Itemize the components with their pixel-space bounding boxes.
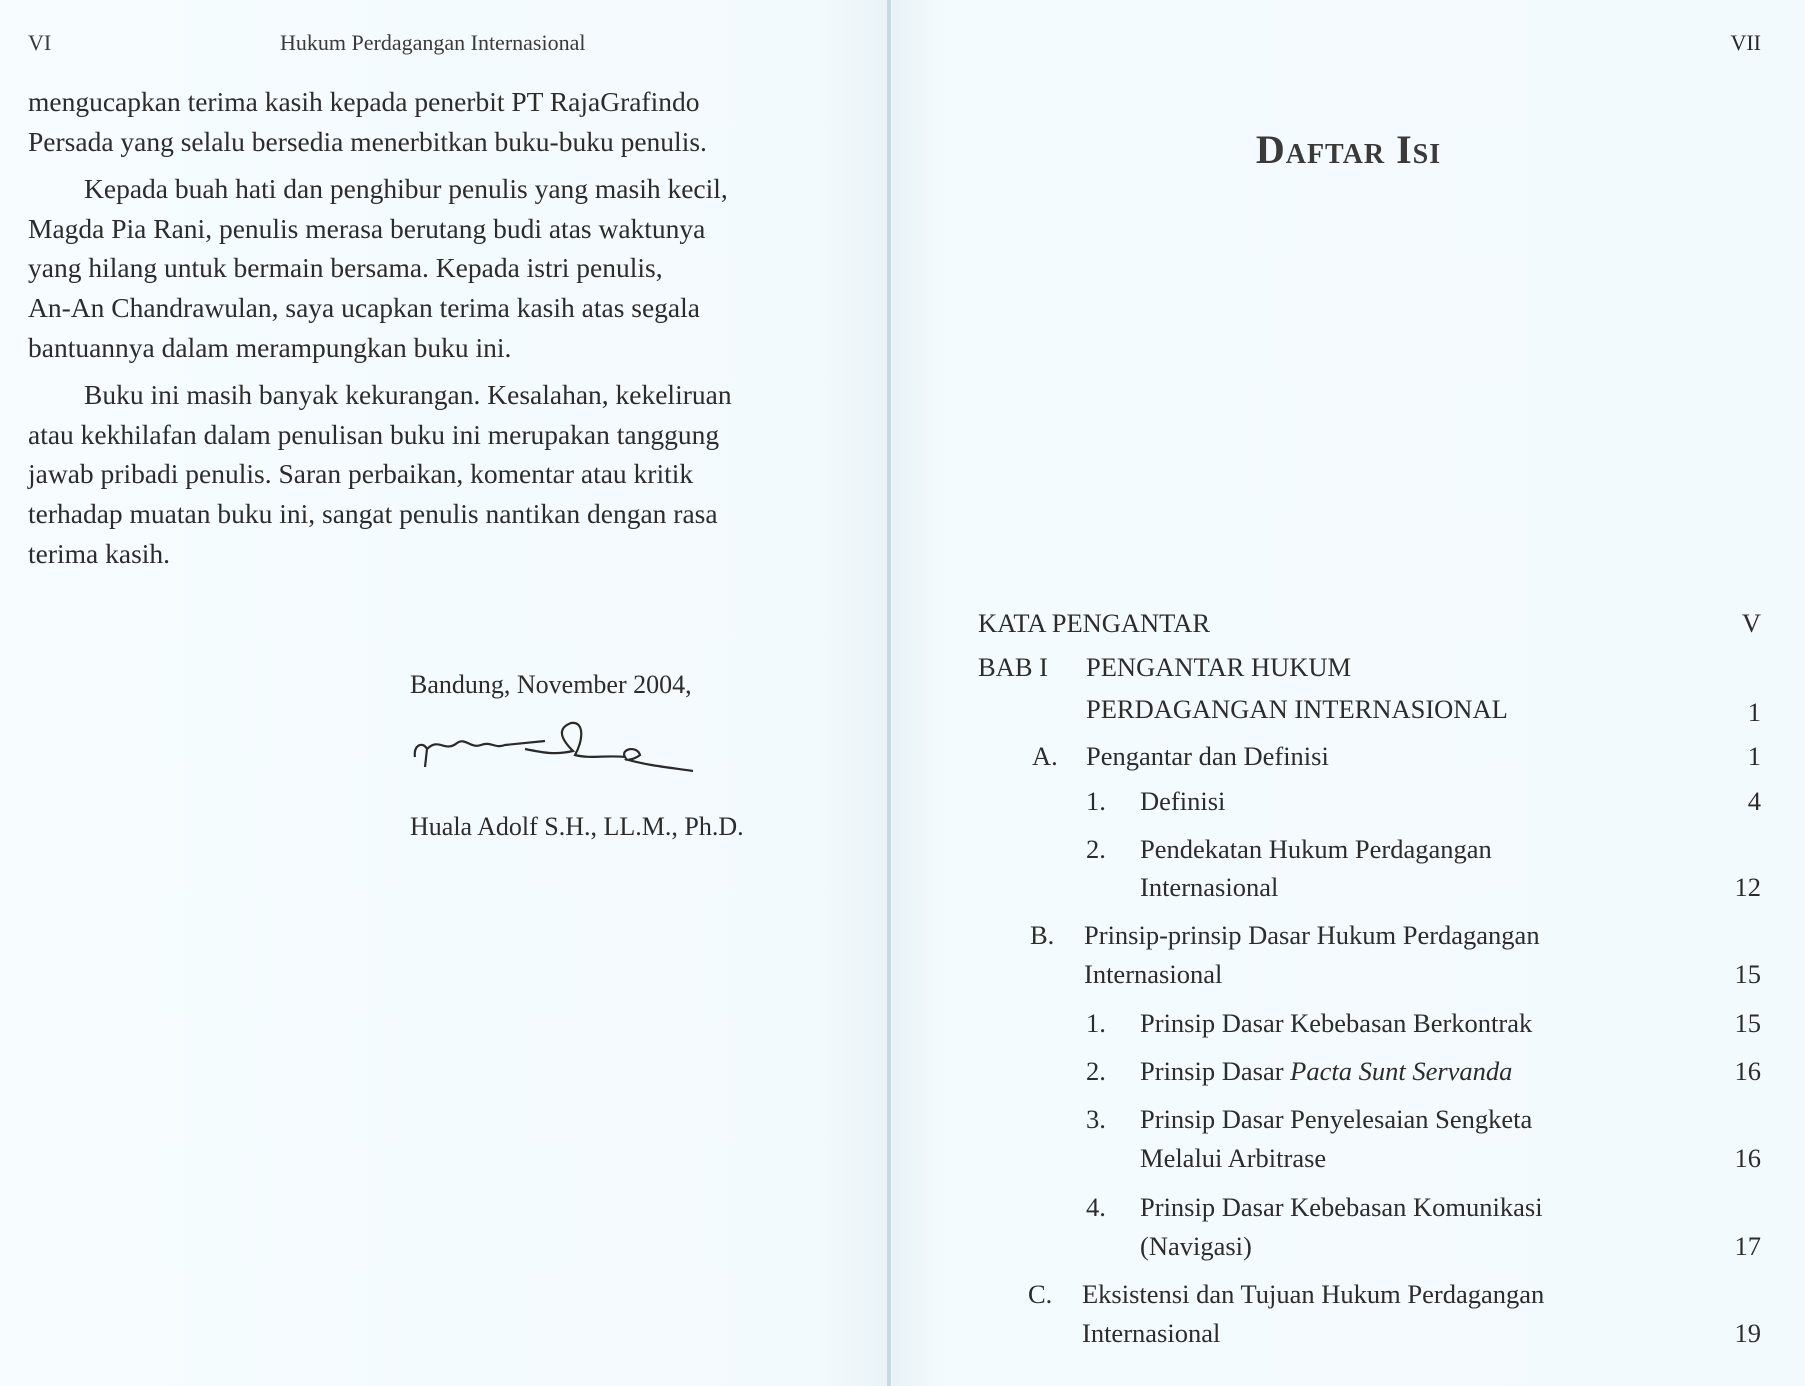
line: mengucapkan terima kasih kepada penerbit PT RajaGrafindo [28, 86, 700, 117]
toc-entry-a[interactable]: Pengantar dan Definisi [1086, 741, 1329, 771]
toc-title: Daftar Isi [1255, 127, 1442, 172]
toc-entry-b[interactable]: Prinsip-prinsip Dasar Hukum Perdagangan [1084, 920, 1540, 950]
paragraph-3 [28, 375, 815, 573]
line: terima kasih. [28, 537, 171, 569]
left-page [0, 0, 889, 1386]
line: Persada yang selalu bersedia menerbitkan buku-buku penulis. [28, 125, 707, 157]
toc-page: 15 [1734, 1008, 1761, 1038]
toc-entry-c[interactable]: Eksistensi dan Tujuan Hukum Perdagangan [1082, 1279, 1545, 1309]
toc-entry-c-cont[interactable]: Internasional [1082, 1318, 1221, 1348]
page-number-left: VI [28, 30, 52, 55]
toc-entry-pendekatan[interactable]: Pendekatan Hukum Perdagangan [1140, 834, 1492, 864]
line: yang hilang untuk bermain bersama. Kepada istri penulis, [28, 252, 663, 284]
toc-entry-penyelesaian-sengketa[interactable]: Prinsip Dasar Penyelesaian Sengketa [1140, 1104, 1533, 1134]
toc-section-letter: C. [1028, 1279, 1053, 1309]
toc-page: 15 [1734, 959, 1761, 989]
toc-page: 12 [1734, 872, 1761, 902]
toc-page: 17 [1734, 1231, 1761, 1261]
toc-entry-kata-pengantar[interactable]: KATA PENGANTAR [978, 608, 1211, 638]
paragraph-2 [28, 169, 815, 367]
toc-page: 4 [1747, 786, 1761, 816]
line: An-An Chandrawulan, saya ucapkan terima kasih atas segala [28, 291, 700, 323]
toc-item-number: 1. [1086, 786, 1106, 816]
toc-entry-bab-1-cont[interactable]: PERDAGANGAN INTERNASIONAL [1086, 694, 1508, 724]
right-page [892, 0, 1805, 1386]
toc-section-letter: B. [1030, 920, 1055, 950]
running-head: Hukum Perdagangan Internasional [280, 30, 586, 55]
toc-entry-penyelesaian-sengketa-cont[interactable]: Melalui Arbitrase [1140, 1143, 1327, 1173]
line: Magda Pia Rani, penulis merasa berutang budi atas waktunya [28, 212, 706, 244]
signature [405, 715, 695, 795]
toc-entry-pendekatan-cont[interactable]: Internasional [1140, 872, 1279, 902]
signatory-name: Huala Adolf S.H., LL.M., Ph.D. [410, 812, 744, 841]
toc-section-letter: A. [1032, 741, 1058, 771]
toc-chapter-label: BAB I [978, 652, 1048, 682]
paragraph-1 [28, 82, 815, 161]
book-gutter [887, 0, 891, 1386]
toc-entry-b-cont[interactable]: Internasional [1084, 959, 1223, 989]
toc-entry-text: Prinsip Dasar [1140, 1056, 1291, 1086]
toc-entry-pacta-sunt-servanda[interactable] [1140, 1056, 1512, 1087]
line: terhadap muatan buku ini, sangat penulis nantikan dengan rasa [28, 497, 718, 529]
toc-entry-definisi[interactable]: Definisi [1140, 786, 1226, 816]
line: Buku ini masih banyak kekurangan. Kesalahan, kekeliruan [84, 379, 732, 411]
toc-entry-kebebasan-berkontrak[interactable]: Prinsip Dasar Kebebasan Berkontrak [1140, 1008, 1533, 1038]
toc-entry-kebebasan-komunikasi[interactable]: Prinsip Dasar Kebebasan Komunikasi [1140, 1192, 1543, 1222]
toc-page: 1 [1747, 741, 1761, 771]
line: atau kekhilafan dalam penulisan buku ini merupakan tanggung [28, 418, 720, 450]
toc-entry-kebebasan-komunikasi-cont[interactable]: (Navigasi) [1140, 1231, 1252, 1261]
line: Kepada buah hati dan penghibur penulis yang masih kecil, [84, 173, 728, 205]
place-date: Bandung, November 2004, [410, 670, 692, 699]
toc-entry-bab-1[interactable]: PENGANTAR HUKUM [1086, 652, 1352, 682]
toc-item-number: 2. [1086, 834, 1106, 864]
toc-entry-italic: Pacta Sunt Servanda [1290, 1056, 1513, 1086]
toc-page: 16 [1734, 1143, 1761, 1173]
toc-page: V [1741, 608, 1761, 638]
toc-item-number: 2. [1086, 1056, 1106, 1086]
toc-item-number: 4. [1086, 1192, 1106, 1222]
line: bantuannya dalam merampungkan buku ini. [28, 331, 512, 363]
toc-page: 19 [1734, 1318, 1761, 1348]
toc-item-number: 1. [1086, 1008, 1106, 1038]
toc-page: 16 [1734, 1056, 1761, 1086]
page-number-right: VII [1730, 30, 1761, 55]
signature-stroke [415, 723, 693, 771]
preface-body [28, 82, 815, 573]
toc-page: 1 [1747, 697, 1761, 727]
line: jawab pribadi penulis. Saran perbaikan, komentar atau kritik [28, 458, 694, 490]
toc-item-number: 3. [1086, 1104, 1106, 1134]
